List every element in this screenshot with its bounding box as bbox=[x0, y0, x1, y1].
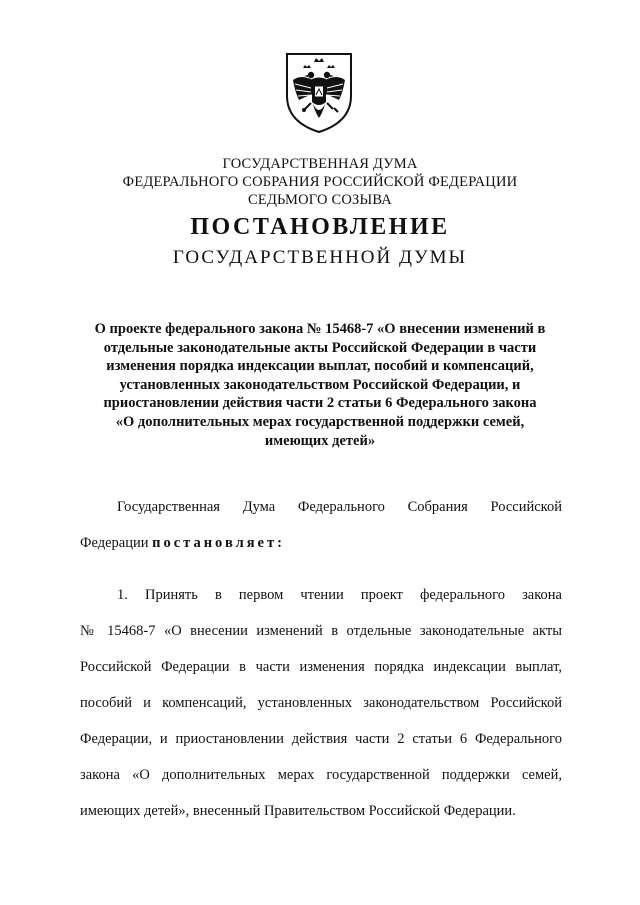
item-1-text: Российской Федерации в части изменения порядка индексации выплат, bbox=[80, 659, 562, 675]
header-line-1: ГОСУДАРСТВЕННАЯ ДУМА bbox=[222, 156, 418, 172]
preamble-line-1 bbox=[117, 498, 562, 516]
item-1-text: № 15468-7 «О внесении изменений в отдельные законодательные акты bbox=[80, 623, 562, 639]
document-subtitle: ГОСУДАРСТВЕННОЙ ДУМЫ bbox=[172, 247, 468, 268]
subject-line: отдельные законодательные акты Российской Федерации в части bbox=[103, 339, 537, 356]
subject-line: О проекте федерального закона № 15468-7 «О внесении изменений в bbox=[94, 321, 546, 337]
preamble-text-2 bbox=[80, 534, 562, 552]
item-1-line-1 bbox=[117, 586, 562, 604]
header-line-2: ФЕДЕРАЛЬНОГО СОБРАНИЯ РОССИЙСКОЙ ФЕДЕРАЦИИ bbox=[122, 174, 518, 190]
subject-line: приостановлении действия части 2 статьи 6 Федерального закона bbox=[103, 395, 537, 412]
subject-line: изменения порядка индексации выплат, пособий и компенсаций, bbox=[106, 358, 534, 375]
decree-verb: постановляет: bbox=[152, 535, 285, 551]
preamble-start: Федерации bbox=[80, 535, 153, 551]
resolution-subject bbox=[80, 320, 560, 450]
item-1-text: закона «О дополнительных мерах государственной поддержки семей, bbox=[80, 767, 562, 783]
header-line-3: СЕДЬМОГО СОЗЫВА bbox=[248, 192, 392, 208]
preamble-text: Государственная Дума Федерального Собрания Российской bbox=[117, 499, 562, 515]
item-1-line-4 bbox=[80, 694, 562, 712]
item-1-line-2 bbox=[80, 622, 562, 640]
issuer-header bbox=[0, 155, 640, 209]
coat-of-arms-emblem bbox=[283, 50, 355, 134]
document-title: ПОСТАНОВЛЕНИЕ bbox=[190, 214, 450, 240]
preamble-line-2 bbox=[80, 534, 562, 552]
item-1-line-3 bbox=[80, 658, 562, 676]
item-1-text: Федерации, и приостановлении действия части 2 статьи 6 Федерального bbox=[80, 731, 562, 747]
item-1-text: имеющих детей», внесенный Правительством Российской Федерации. bbox=[80, 803, 516, 819]
item-1-text: пособий и компенсаций, установленных законодательством Российской bbox=[80, 695, 562, 711]
item-1-text: 1. Принять в первом чтении проект федерального закона bbox=[117, 587, 562, 603]
subject-line: «О дополнительных мерах государственной поддержки семей, bbox=[115, 413, 525, 430]
item-1-line-6 bbox=[80, 766, 562, 784]
subject-line: установленных законодательством Российской Федерации, и bbox=[119, 376, 521, 393]
item-1-line-5 bbox=[80, 730, 562, 748]
subject-line: имеющих детей» bbox=[264, 432, 376, 449]
item-1-line-7 bbox=[80, 802, 562, 820]
